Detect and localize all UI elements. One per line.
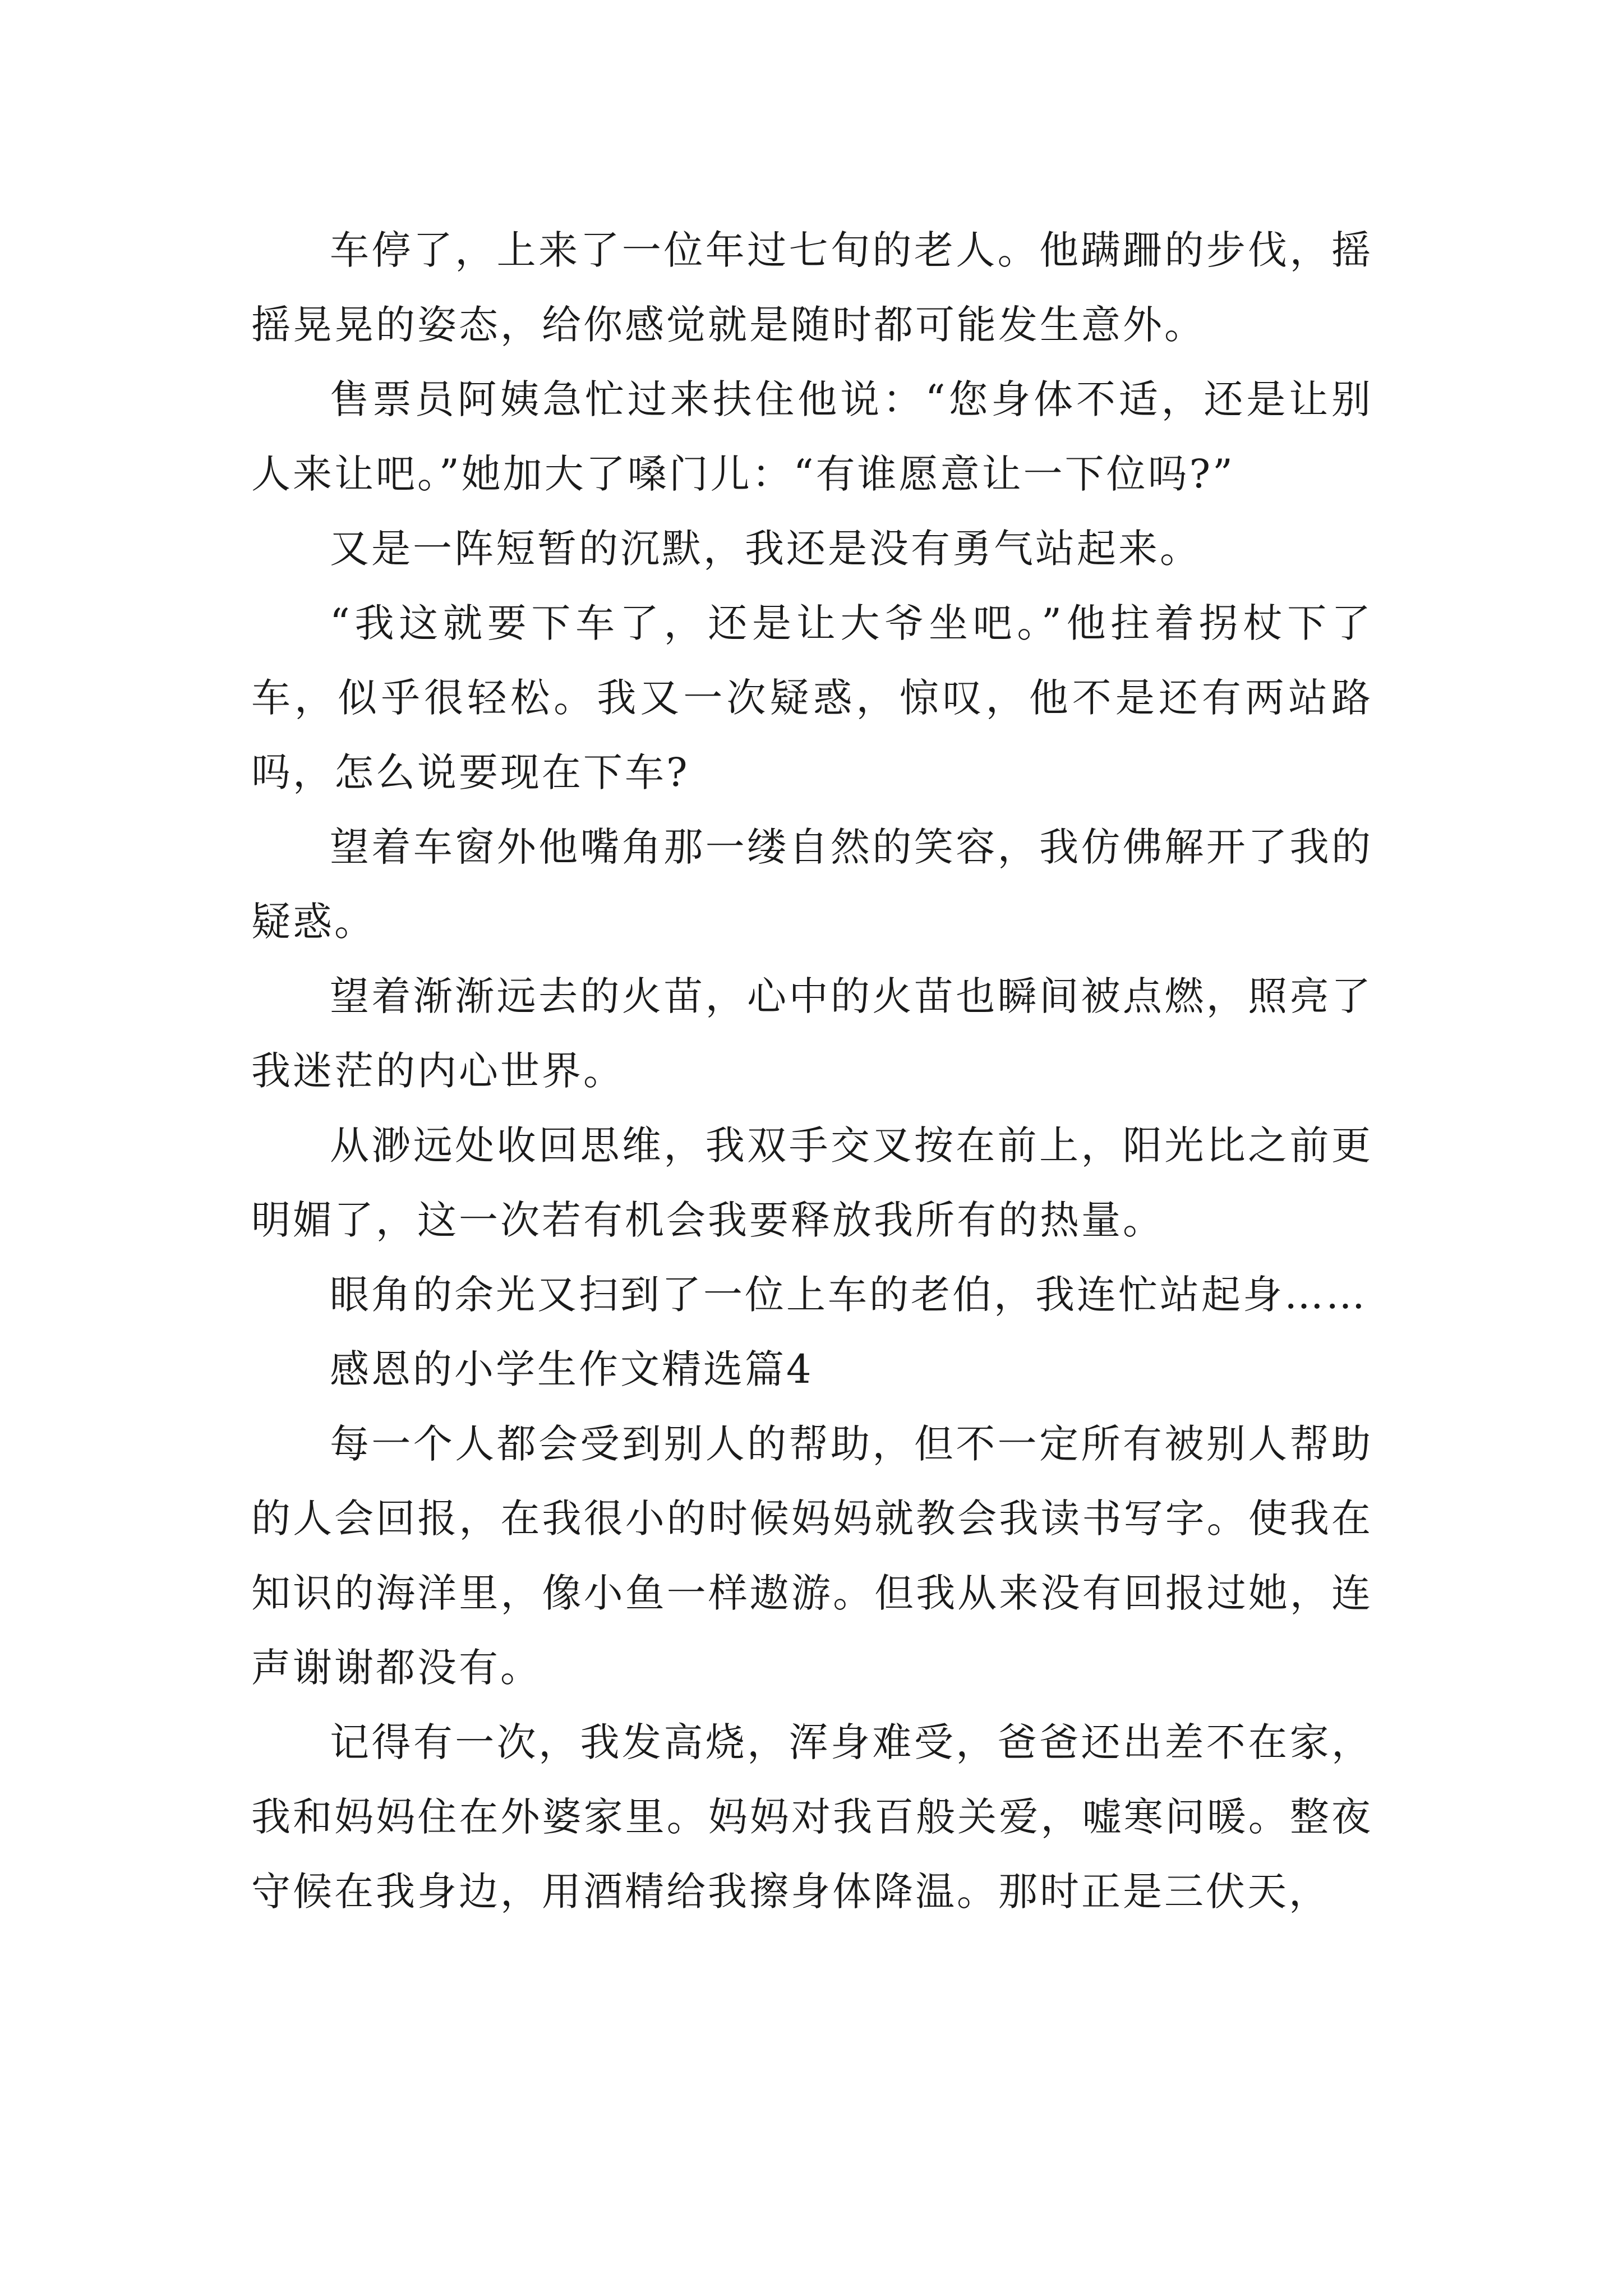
- paragraph: 车停了，上来了一位年过七旬的老人。他蹒跚的步伐，摇摇晃晃的姿态，给你感觉就是随时都可能发生意外。: [251, 227, 1373, 348]
- paragraph: 望着车窗外他嘴角那一缕自然的笑容，我仿佛解开了我的疑惑。: [251, 824, 1373, 945]
- paragraph: 每一个人都会受到别人的帮助，但不一定所有被别人帮助的人会回报，在我很小的时候妈妈就教会我读书写字。使我在知识的海洋里，像小鱼一样遨游。但我从来没有回报过她，连声谢谢都没有。: [251, 1421, 1373, 1691]
- paragraph: 售票员阿姨急忙过来扶住他说：“您身体不适，还是让别人来让吧。”她加大了嗓门儿：“有谁愿意让一下位吗?”: [251, 376, 1373, 497]
- paragraph: 记得有一次，我发高烧，浑身难受，爸爸还出差不在家，我和妈妈住在外婆家里。妈妈对我百般关爱，嘘寒问暖。整夜守候在我身边，用酒精给我擦身体降温。那时正是三伏天，: [251, 1719, 1373, 1915]
- paragraph: “我这就要下车了，还是让大爷坐吧。”他拄着拐杖下了车，似乎很轻松。我又一次疑惑，惊叹，他不是还有两站路吗，怎么说要现在下车?: [251, 600, 1373, 795]
- paragraph: 又是一阵短暂的沉默，我还是没有勇气站起来。: [330, 526, 1201, 572]
- section-heading: 感恩的小学生作文精选篇4: [330, 1346, 814, 1392]
- paragraph: 眼角的余光又扫到了一位上车的老伯，我连忙站起身……: [330, 1272, 1367, 1318]
- document-body: [251, 213, 1373, 1929]
- paragraph: 望着渐渐远去的火苗，心中的火苗也瞬间被点燃，照亮了我迷茫的内心世界。: [251, 973, 1373, 1094]
- paragraph: 从渺远处收回思维，我双手交叉按在前上，阳光比之前更明媚了，这一次若有机会我要释放我所有的热量。: [251, 1122, 1373, 1243]
